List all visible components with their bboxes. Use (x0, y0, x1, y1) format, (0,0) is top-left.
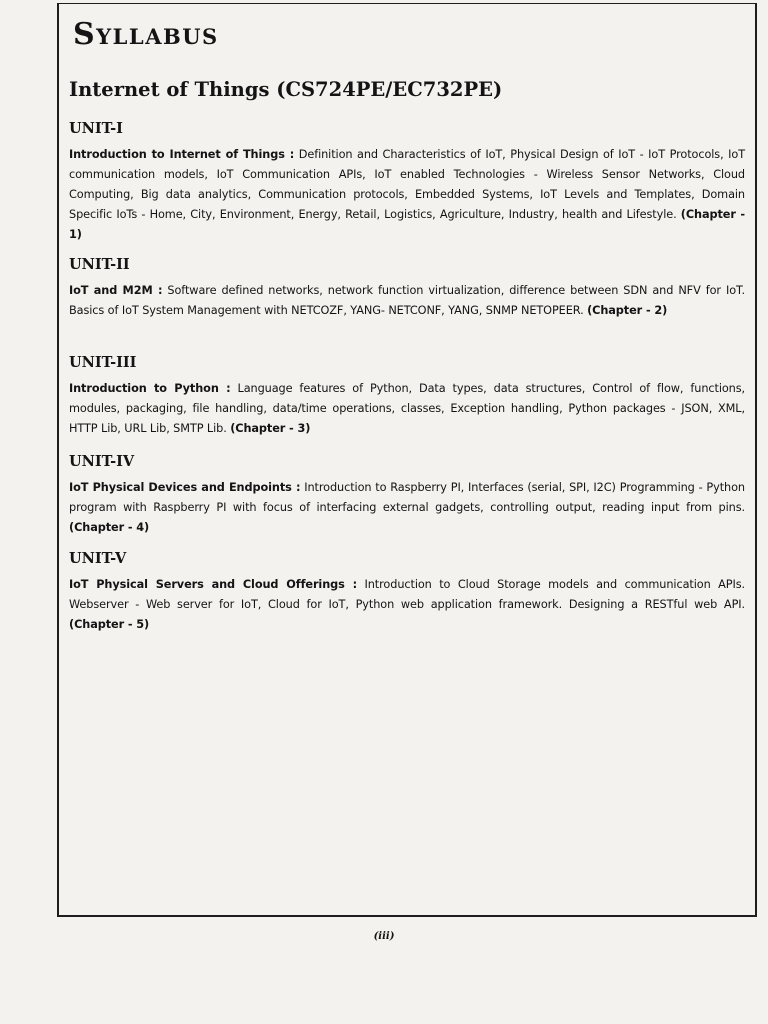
chapter-reference: (Chapter - 5) (69, 618, 150, 631)
page-number: (iii) (373, 931, 395, 942)
unit-section-3 (69, 353, 745, 439)
unit-topic: IoT Physical Devices and Endpoints : (69, 481, 301, 494)
unit-description (69, 281, 745, 321)
unit-topic: Introduction to Python : (69, 382, 231, 395)
unit-heading: UNIT-II (69, 256, 130, 273)
chapter-reference: (Chapter - 2) (587, 304, 668, 317)
unit-topic: Introduction to Internet of Things : (69, 148, 295, 161)
unit-section-1 (69, 119, 745, 245)
unit-section-2 (69, 255, 745, 321)
unit-heading: UNIT-IV (69, 453, 135, 470)
unit-description (69, 379, 745, 439)
unit-topic: IoT and M2M : (69, 284, 163, 297)
unit-content: Introduction to Cloud Storage models and communication APIs. Webserver - Web server for IoT, Cloud for IoT, Python web application framework. Designing a RESTful web API. (69, 578, 745, 611)
unit-heading: UNIT-I (69, 120, 123, 137)
chapter-reference: (Chapter - 3) (230, 422, 311, 435)
unit-content: Definition and Characteristics of IoT, Physical Design of IoT - IoT Protocols, IoT communication models, IoT Communication APIs, IoT enabled Technologies - Wireless Sensor Networks, Cloud Computing, Big data analytics, Communication protocols, Embedded Systems, IoT Levels and Templates, Domain Specific IoTs - Home, City, Environment, Energy, Retail, Logistics, Agriculture, Industry, health and Lifestyle. (69, 148, 746, 221)
chapter-reference: (Chapter - 4) (69, 521, 150, 534)
unit-description (69, 575, 745, 635)
subject-title: Internet of Things (CS724PE/EC732PE) (69, 78, 503, 101)
unit-content: Software defined networks, network function virtualization, difference between SDN and NFV for IoT. Basics of IoT System Management with NETCOZF, YANG- NETCONF, YANG, SNMP NETOPEER. (69, 284, 745, 317)
unit-heading: UNIT-V (69, 550, 127, 567)
unit-topic: IoT Physical Servers and Cloud Offerings : (69, 578, 358, 591)
unit-section-5 (69, 549, 745, 635)
chapter-reference: (Chapter - 1) (69, 208, 745, 241)
unit-section-4 (69, 452, 745, 538)
page-title: Syllabus (73, 17, 219, 52)
unit-content: Language features of Python, Data types, data structures, Control of flow, functions, modules, packaging, file handling, data/time operations, classes, Exception handling, Python packages - JSON, XML, HTTP Lib, URL Lib, SMTP Lib. (69, 382, 746, 435)
unit-description (69, 478, 745, 538)
unit-heading: UNIT-III (69, 354, 137, 371)
unit-content: Introduction to Raspberry PI, Interfaces (serial, SPI, I2C) Programming - Python program with Raspberry PI with focus of interfacing external gadgets, controlling output, reading input from pins. (69, 481, 745, 514)
unit-description (69, 145, 745, 245)
